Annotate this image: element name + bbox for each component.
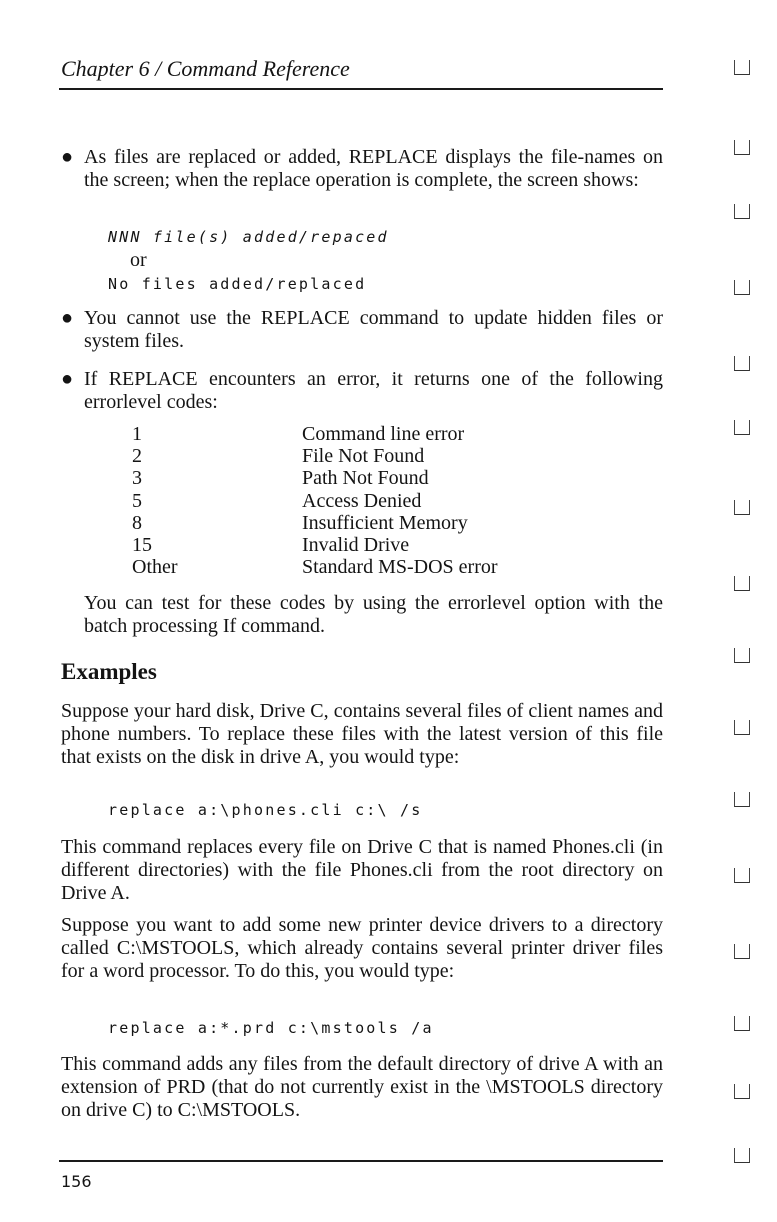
margin-mark	[734, 204, 750, 219]
error-meaning: Command line error	[302, 423, 465, 445]
bullet-marker: ●	[61, 368, 74, 390]
error-meaning: Invalid Drive	[302, 534, 410, 557]
errorlevel-codes-table	[132, 423, 498, 578]
error-code: 15	[132, 534, 152, 557]
margin-mark	[734, 500, 750, 515]
error-code: 3	[132, 467, 142, 490]
margin-mark	[734, 420, 750, 435]
margin-mark	[734, 280, 750, 295]
margin-mark	[734, 356, 750, 371]
table-row	[132, 512, 498, 534]
example-paragraph-3: Suppose you want to add some new printer device drivers to a directory called C:\MSTOOLS, which already contains several printer driver files for a word processor. To do this, you would type:	[61, 914, 663, 982]
error-code: 1	[132, 423, 142, 445]
table-row	[132, 534, 498, 556]
margin-mark	[734, 1084, 750, 1099]
margin-mark	[734, 648, 750, 663]
page-number: 156	[61, 1172, 92, 1191]
screen-output-or: or	[130, 249, 147, 271]
margin-mark	[734, 792, 750, 807]
error-meaning: Access Denied	[302, 489, 422, 512]
bullet-text-3: If REPLACE encounters an error, it returns one of the following errorlevel codes:	[84, 368, 663, 413]
margin-mark	[734, 1148, 750, 1163]
margin-mark	[734, 576, 750, 591]
error-meaning: Standard MS-DOS error	[302, 556, 498, 579]
example-paragraph-2: This command replaces every file on Drive C that is named Phones.cli (in different directories) with the file Phones.cli from the root directory on Drive A.	[61, 836, 663, 904]
bullet-marker: ●	[61, 307, 74, 329]
margin-mark	[734, 944, 750, 959]
table-row	[132, 490, 498, 512]
example-command-1: replace a:\phones.cli c:\ /s	[108, 801, 423, 819]
error-code: 8	[132, 511, 142, 534]
example-paragraph-1: Suppose your hard disk, Drive C, contains several files of client names and phone numbers. To replace these files with the latest version of this file that exists on the disk in drive A, you would type:	[61, 700, 663, 768]
error-code: 5	[132, 489, 142, 512]
margin-binding-marks	[728, 60, 758, 1160]
error-meaning: Insufficient Memory	[302, 511, 468, 534]
section-heading-examples: Examples	[61, 659, 157, 684]
example-command-2: replace a:*.prd c:\mstools /a	[108, 1019, 434, 1037]
margin-mark	[734, 1016, 750, 1031]
header-rule	[59, 88, 663, 90]
screen-output-line-1: NNN file(s) added/repaced	[108, 228, 389, 246]
margin-mark	[734, 868, 750, 883]
bullet-text-2: You cannot use the REPLACE command to update hidden files or system files.	[84, 307, 663, 352]
table-row	[132, 467, 498, 489]
error-meaning: Path Not Found	[302, 467, 429, 490]
footer-rule	[59, 1160, 663, 1162]
bullet-marker: ●	[61, 146, 74, 168]
table-row	[132, 556, 498, 578]
bullet-text-1: As files are replaced or added, REPLACE displays the file-names on the screen; when the replace operation is complete, the screen shows:	[84, 146, 663, 191]
margin-mark	[734, 720, 750, 735]
error-code: 2	[132, 445, 142, 468]
margin-mark	[734, 140, 750, 155]
chapter-header: Chapter 6 / Command Reference	[61, 56, 350, 81]
test-note: You can test for these codes by using the errorlevel option with the batch processing If command.	[84, 592, 663, 637]
example-paragraph-4: This command adds any files from the default directory of drive A with an extension of PRD (that do not currently exist in the \MSTOOLS directory on drive C) to C:\MSTOOLS.	[61, 1053, 663, 1121]
error-meaning: File Not Found	[302, 445, 425, 468]
table-row	[132, 445, 498, 467]
margin-mark	[734, 60, 750, 75]
error-code: Other	[132, 556, 178, 579]
screen-output-line-2: No files added/replaced	[108, 275, 367, 293]
table-row	[132, 423, 498, 445]
